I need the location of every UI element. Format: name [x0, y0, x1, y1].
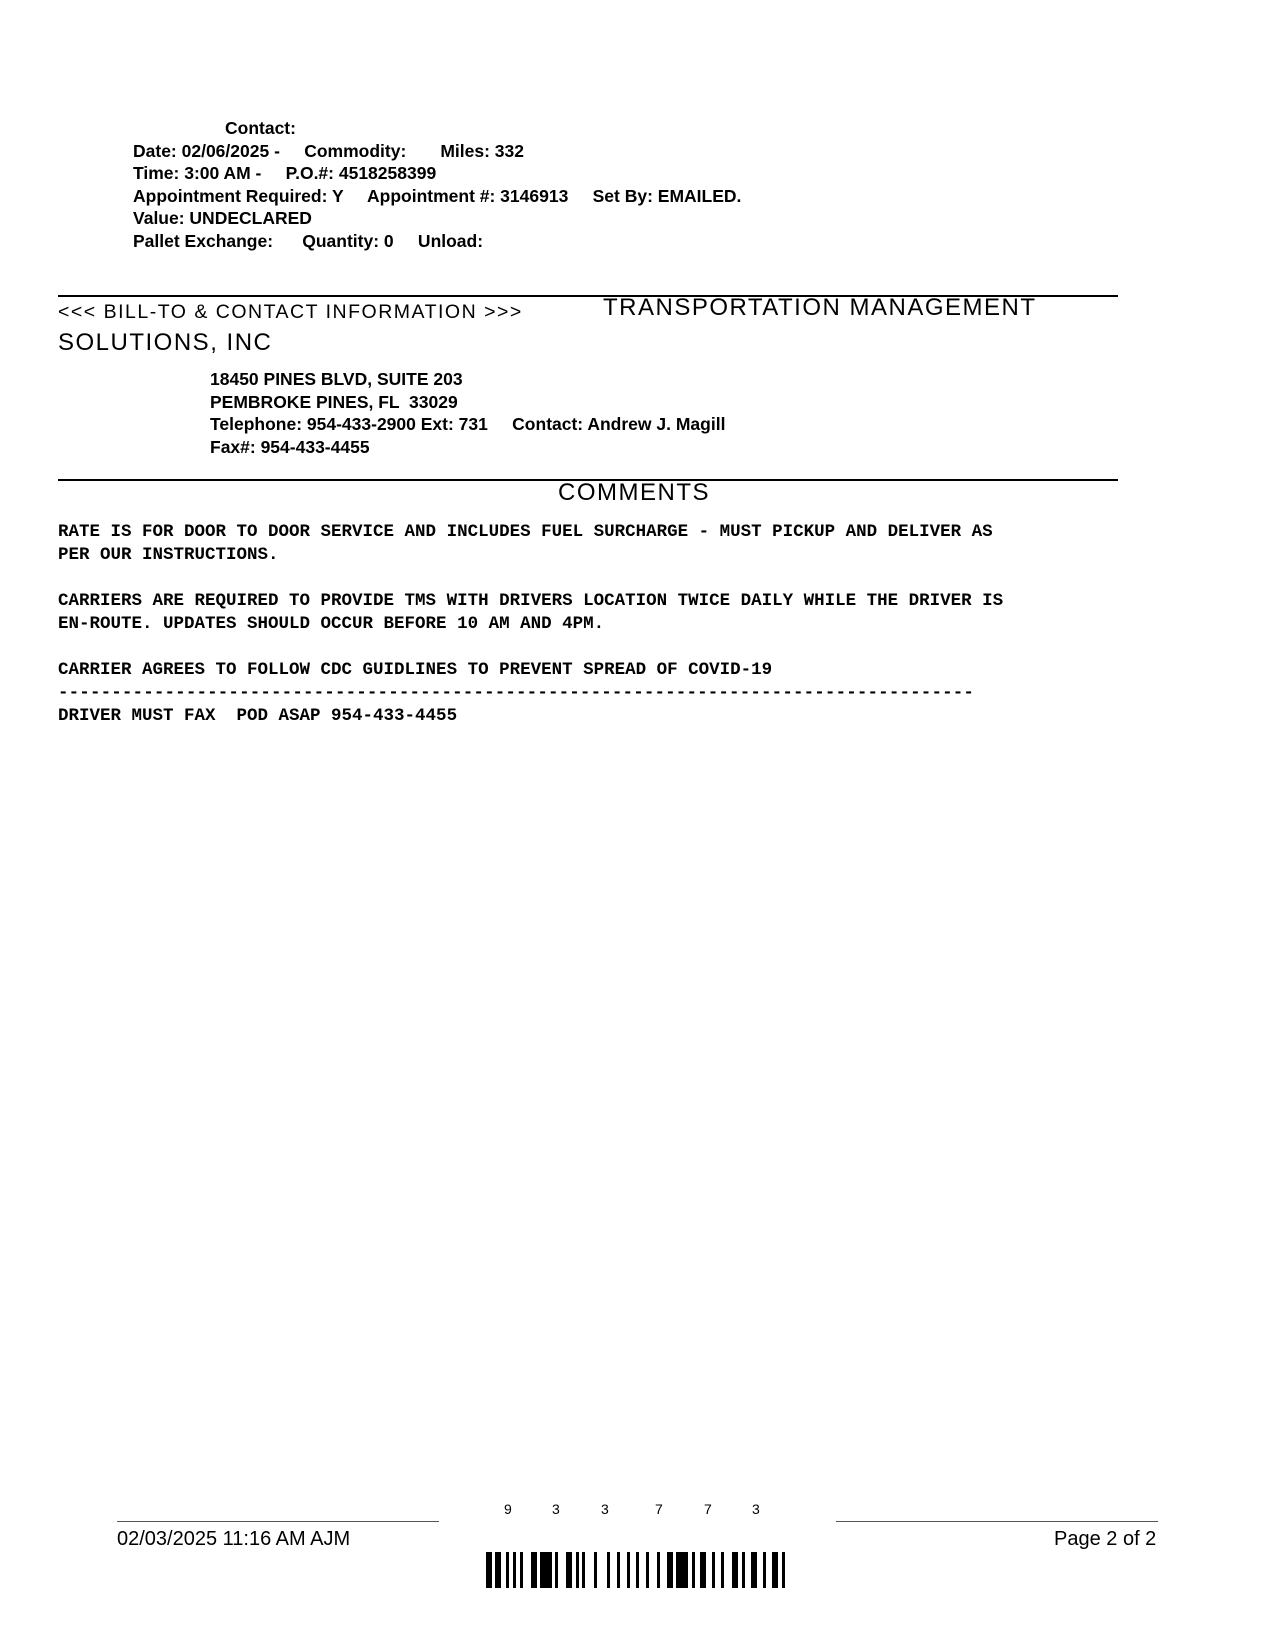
footer-page-number: Page 2 of 2 — [1054, 1528, 1157, 1550]
stop-value-line: Value: UNDECLARED — [133, 208, 312, 228]
barcode-bar — [617, 1552, 620, 1588]
barcode-bar — [667, 1552, 673, 1588]
barcode-bar — [486, 1552, 492, 1588]
barcode-bar — [520, 1552, 523, 1588]
barcode-bar — [692, 1552, 695, 1588]
comment-line: DRIVER MUST FAX POD ASAP 954-433-4455 — [58, 706, 458, 726]
comment-dashed-separator: -------------------------------------------------------------------------------------- — [58, 683, 975, 703]
stop-time-line: Time: 3:00 AM - P.O.#: 4518258399 — [133, 163, 437, 183]
billto-company-line2: SOLUTIONS, INC — [58, 329, 273, 356]
footer-right-rule — [836, 1521, 1158, 1522]
billto-header: <<< BILL-TO & CONTACT INFORMATION >>> — [58, 301, 523, 323]
barcode-digit: 7 — [655, 1501, 663, 1517]
barcode-bar — [531, 1552, 537, 1588]
barcode-bar — [540, 1552, 552, 1588]
comment-line: RATE IS FOR DOOR TO DOOR SERVICE AND INCLUDES FUEL SURCHARGE - MUST PICKUP AND DELIVER AS — [58, 522, 993, 542]
billto-fax: Fax#: 954-433-4455 — [210, 437, 370, 457]
comment-line: CARRIER AGREES TO FOLLOW CDC GUIDLINES TO PREVENT SPREAD OF COVID-19 — [58, 660, 773, 680]
barcode-bar — [594, 1552, 597, 1588]
barcode-bar — [627, 1552, 630, 1588]
barcode-bar — [636, 1552, 639, 1588]
billto-telephone: Telephone: 954-433-2900 Ext: 731 Contact: Andrew J. Magill — [210, 414, 726, 434]
barcode-bar — [742, 1552, 745, 1588]
barcode-bar — [751, 1552, 757, 1588]
barcode-bar — [607, 1552, 610, 1588]
barcode-digit: 9 — [504, 1501, 512, 1517]
comment-line: PER OUR INSTRUCTIONS. — [58, 545, 279, 565]
barcode-bar — [700, 1552, 706, 1588]
barcode-bar — [732, 1552, 738, 1588]
barcode-bar — [721, 1552, 724, 1588]
barcode-bar — [712, 1552, 715, 1588]
barcode-digit: 3 — [601, 1501, 609, 1517]
barcode — [486, 1500, 791, 1590]
footer-left-rule — [117, 1521, 439, 1522]
stop-pallet-line: Pallet Exchange: Quantity: 0 Unload: — [133, 231, 484, 251]
comment-line: CARRIERS ARE REQUIRED TO PROVIDE TMS WITH DRIVERS LOCATION TWICE DAILY WHILE THE DRIVER IS — [58, 591, 1004, 611]
barcode-digit: 3 — [552, 1501, 560, 1517]
barcode-bar — [763, 1552, 766, 1588]
barcode-bar — [506, 1552, 509, 1588]
billto-address2: PEMBROKE PINES, FL 33029 — [210, 392, 458, 412]
barcode-bar — [582, 1552, 585, 1588]
stop-contact: Contact: — [225, 118, 296, 138]
barcode-bar — [513, 1552, 516, 1588]
billto-company-line1: TRANSPORTATION MANAGEMENT — [603, 294, 1037, 321]
barcode-bar — [576, 1552, 579, 1588]
barcode-bar — [772, 1552, 778, 1588]
footer-timestamp: 02/03/2025 11:16 AM AJM — [117, 1528, 351, 1550]
billto-address1: 18450 PINES BLVD, SUITE 203 — [210, 369, 463, 389]
stop-date-line: Date: 02/06/2025 - Commodity: Miles: 332 — [133, 141, 524, 161]
barcode-bar — [495, 1552, 501, 1588]
barcode-digit: 7 — [704, 1501, 712, 1517]
barcode-bar — [646, 1552, 649, 1588]
barcode-bar — [657, 1552, 660, 1588]
comments-header: COMMENTS — [558, 479, 710, 506]
barcode-bar — [782, 1552, 785, 1588]
barcode-bar — [676, 1552, 688, 1588]
barcode-bars — [486, 1552, 791, 1588]
barcode-bar — [566, 1552, 572, 1588]
stop-appointment-line: Appointment Required: Y Appointment #: 3146913 Set By: EMAILED. — [133, 186, 742, 206]
comment-line: EN-ROUTE. UPDATES SHOULD OCCUR BEFORE 10 AM AND 4PM. — [58, 614, 605, 634]
barcode-bar — [555, 1552, 558, 1588]
barcode-digit: 3 — [752, 1501, 760, 1517]
